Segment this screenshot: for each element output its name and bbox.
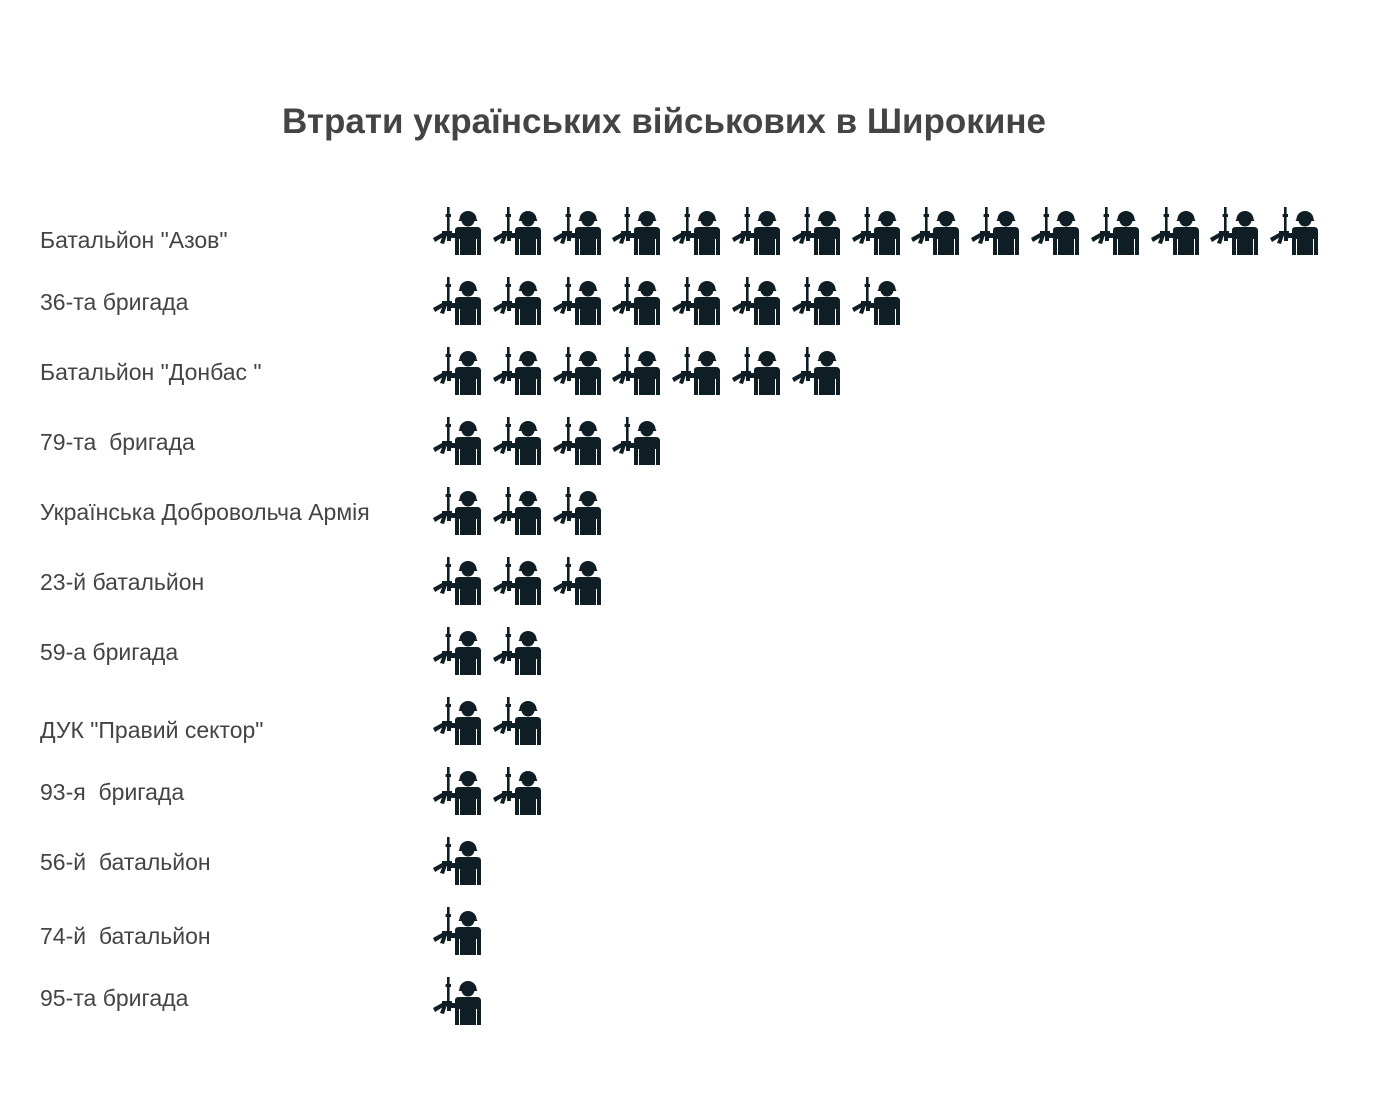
icon-row [432, 906, 492, 958]
chart-title: Втрати українських військових в Широкине [282, 102, 1046, 141]
icon-row [432, 556, 611, 608]
category-label: 74-й батальйон [40, 923, 211, 949]
soldier-icon [492, 696, 544, 748]
soldier-icon [432, 206, 484, 258]
soldier-icon [1090, 206, 1142, 258]
soldier-icon [731, 206, 783, 258]
icon-row [432, 696, 552, 748]
soldier-icon [492, 276, 544, 328]
icon-row [432, 976, 492, 1028]
soldier-icon [432, 766, 484, 818]
category-label: 36-та бригада [40, 289, 189, 315]
soldier-icon [432, 276, 484, 328]
soldier-icon [432, 416, 484, 468]
soldier-icon [432, 486, 484, 538]
soldier-icon [492, 766, 544, 818]
category-label: ДУК "Правий сектор" [40, 717, 264, 743]
icon-row [432, 346, 851, 398]
icon-row [432, 766, 552, 818]
soldier-icon [432, 836, 484, 888]
soldier-icon [492, 206, 544, 258]
category-label: Батальйон "Азов" [40, 227, 228, 253]
category-label: 59-а бригада [40, 639, 179, 665]
soldier-icon [611, 206, 663, 258]
soldier-icon [492, 556, 544, 608]
soldier-icon [611, 416, 663, 468]
soldier-icon [432, 346, 484, 398]
category-label: Батальйон "Донбас " [40, 359, 262, 385]
icon-row [432, 416, 671, 468]
soldier-icon [611, 346, 663, 398]
soldier-icon [731, 276, 783, 328]
soldier-icon [910, 206, 962, 258]
icon-row [432, 486, 611, 538]
soldier-icon [492, 416, 544, 468]
soldier-icon [432, 906, 484, 958]
category-label: 23-й батальйон [40, 569, 205, 595]
icon-row [432, 206, 1329, 258]
soldier-icon [970, 206, 1022, 258]
soldier-icon [611, 276, 663, 328]
category-label: Українська Добровольча Армія [40, 499, 370, 525]
soldier-icon [1209, 206, 1261, 258]
soldier-icon [791, 276, 843, 328]
soldier-icon [552, 276, 604, 328]
soldier-icon [671, 276, 723, 328]
category-label: 56-й батальйон [40, 849, 211, 875]
soldier-icon [791, 346, 843, 398]
soldier-icon [552, 346, 604, 398]
soldier-icon [492, 486, 544, 538]
soldier-icon [432, 556, 484, 608]
soldier-icon [851, 206, 903, 258]
soldier-icon [731, 346, 783, 398]
soldier-icon [1150, 206, 1202, 258]
soldier-icon [492, 626, 544, 678]
soldier-icon [552, 206, 604, 258]
soldier-icon [1269, 206, 1321, 258]
category-label: 79-та бригада [40, 429, 195, 455]
soldier-icon [671, 346, 723, 398]
soldier-icon [552, 486, 604, 538]
soldier-icon [1030, 206, 1082, 258]
icon-row [432, 626, 552, 678]
icon-row [432, 836, 492, 888]
soldier-icon [791, 206, 843, 258]
soldier-icon [432, 696, 484, 748]
soldier-icon [432, 976, 484, 1028]
soldier-icon [552, 416, 604, 468]
icon-row [432, 276, 910, 328]
category-label: 95-та бригада [40, 985, 189, 1011]
soldier-icon [851, 276, 903, 328]
soldier-icon [492, 346, 544, 398]
soldier-icon [432, 626, 484, 678]
soldier-icon [671, 206, 723, 258]
soldier-icon [552, 556, 604, 608]
category-label: 93-я бригада [40, 779, 185, 805]
